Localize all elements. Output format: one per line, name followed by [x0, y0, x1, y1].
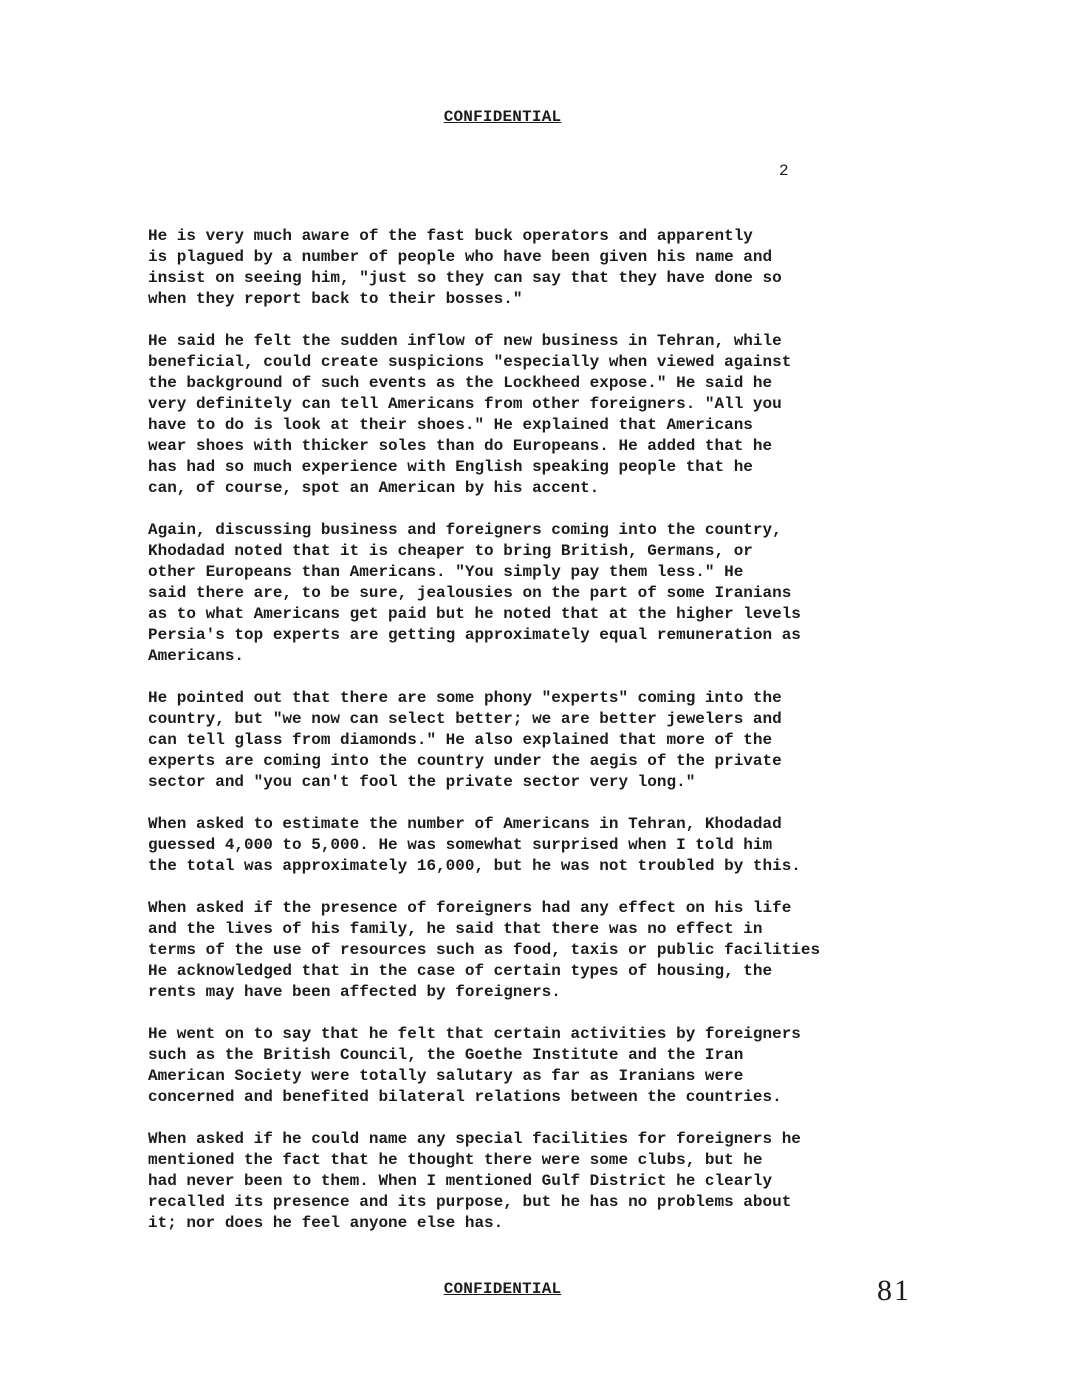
text-line: He is very much aware of the fast buck operators and apparently	[148, 227, 753, 245]
text-line: American Society were totally salutary as far as Iranians were	[148, 1067, 744, 1085]
text-line: is plagued by a number of people who have been given his name and	[148, 248, 773, 266]
text-line: recalled its presence and its purpose, but he has no problems about	[148, 1193, 792, 1211]
text-line: wear shoes with thicker soles than do Europeans. He added that he	[148, 437, 773, 455]
text-line: other Europeans than Americans. "You simply pay them less." He	[148, 563, 744, 581]
text-line: said there are, to be sure, jealousies on the part of some Iranians	[148, 584, 792, 602]
classification-footer: CONFIDENTIAL	[443, 1280, 562, 1298]
classification-header: CONFIDENTIAL	[443, 108, 562, 126]
text-line: When asked to estimate the number of Americans in Tehran, Khodadad	[148, 815, 782, 833]
text-line: can, of course, spot an American by his accent.	[148, 479, 600, 497]
text-line: Khodadad noted that it is cheaper to bring British, Germans, or	[148, 542, 753, 560]
page-number: 2	[779, 162, 789, 180]
text-line: Persia's top experts are getting approximately equal remuneration as	[148, 626, 801, 644]
paragraph-5	[148, 814, 888, 877]
text-line: Again, discussing business and foreigners coming into the country,	[148, 521, 782, 539]
text-line: and the lives of his family, he said that there was no effect in	[148, 920, 763, 938]
text-line: mentioned the fact that he thought there were some clubs, but he	[148, 1151, 763, 1169]
text-line: When asked if he could name any special facilities for foreigners he	[148, 1130, 801, 1148]
text-line: when they report back to their bosses."	[148, 290, 523, 308]
text-line: very definitely can tell Americans from other foreigners. "All you	[148, 395, 782, 413]
text-line: He acknowledged that in the case of certain types of housing, the	[148, 962, 773, 980]
paragraph-4	[148, 688, 888, 793]
paragraph-6	[148, 898, 888, 1003]
text-line: concerned and benefited bilateral relations between the countries.	[148, 1088, 782, 1106]
text-line: can tell glass from diamonds." He also explained that more of the	[148, 731, 773, 749]
text-line: the total was approximately 16,000, but he was not troubled by this.	[148, 857, 801, 875]
text-line: as to what Americans get paid but he noted that at the higher levels	[148, 605, 801, 623]
document-body	[148, 226, 888, 1255]
text-line: beneficial, could create suspicions "especially when viewed against	[148, 353, 792, 371]
text-line: it; nor does he feel anyone else has.	[148, 1214, 504, 1232]
paragraph-2	[148, 331, 888, 499]
text-line: rents may have been affected by foreigners.	[148, 983, 561, 1001]
paragraph-8	[148, 1129, 888, 1234]
archive-page-number: 81	[877, 1274, 911, 1307]
paragraph-3	[148, 520, 888, 667]
text-line: insist on seeing him, "just so they can say that they have done so	[148, 269, 782, 287]
text-line: sector and "you can't fool the private sector very long."	[148, 773, 696, 791]
paragraph-1	[148, 226, 888, 310]
text-line: When asked if the presence of foreigners had any effect on his life	[148, 899, 792, 917]
text-line: He said he felt the sudden inflow of new business in Tehran, while	[148, 332, 782, 350]
text-line: country, but "we now can select better; we are better jewelers and	[148, 710, 782, 728]
text-line: Americans.	[148, 647, 245, 665]
text-line: He pointed out that there are some phony "experts" coming into the	[148, 689, 782, 707]
text-line: such as the British Council, the Goethe Institute and the Iran	[148, 1046, 744, 1064]
text-line: terms of the use of resources such as food, taxis or public facilities	[148, 941, 821, 959]
text-line: had never been to them. When I mentioned Gulf District he clearly	[148, 1172, 773, 1190]
text-line: has had so much experience with English speaking people that he	[148, 458, 753, 476]
paragraph-7	[148, 1024, 888, 1108]
text-line: the background of such events as the Lockheed expose." He said he	[148, 374, 773, 392]
text-line: experts are coming into the country under the aegis of the private	[148, 752, 782, 770]
text-line: have to do is look at their shoes." He explained that Americans	[148, 416, 753, 434]
text-line: guessed 4,000 to 5,000. He was somewhat surprised when I told him	[148, 836, 773, 854]
text-line: He went on to say that he felt that certain activities by foreigners	[148, 1025, 801, 1043]
